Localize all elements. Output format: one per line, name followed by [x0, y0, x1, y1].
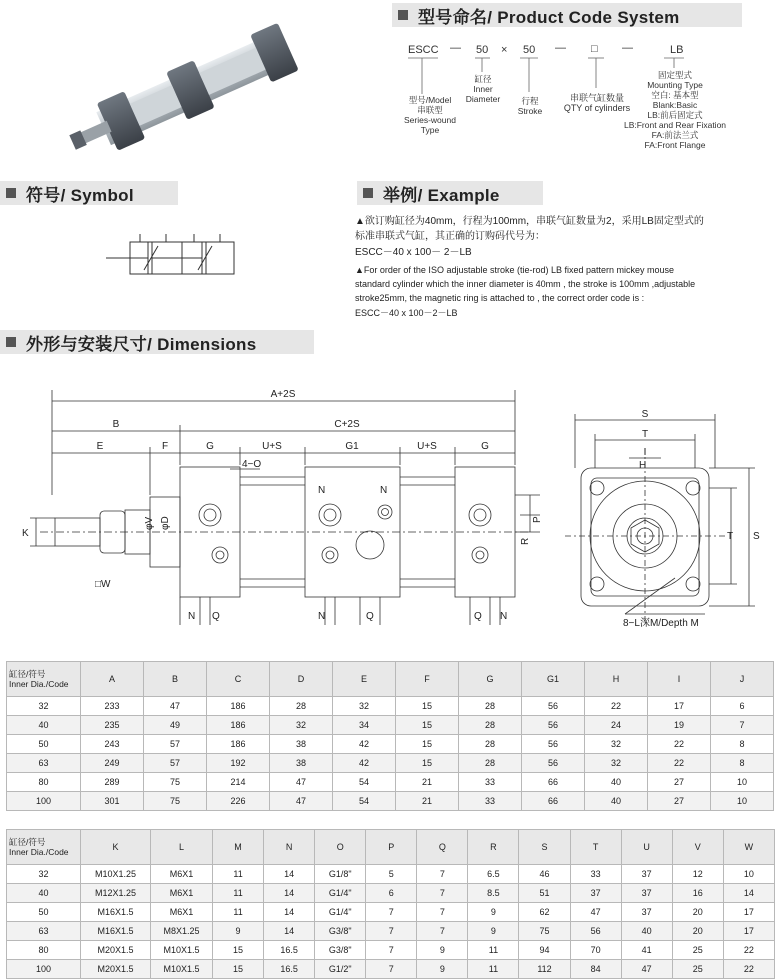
dim-label-c2s: C+2S — [334, 419, 360, 430]
table-cell: 47 — [621, 960, 672, 979]
table-row — [7, 792, 774, 811]
table-cell: 47 — [270, 773, 333, 792]
section-title: 外形与安装尺寸/ Dimensions — [26, 334, 257, 354]
table-cell: 28 — [459, 697, 522, 716]
table-cell: 22 — [648, 735, 711, 754]
dim-label-g: G — [481, 441, 489, 452]
table-row — [7, 903, 775, 922]
square-bullet-icon — [363, 188, 373, 198]
table-cell-bore: 32 — [7, 865, 81, 884]
dimension-table-1 — [6, 661, 774, 811]
table-header: B — [144, 662, 207, 697]
table-cell: 75 — [144, 773, 207, 792]
dim-label-us: U+S — [417, 441, 437, 452]
table-cell: 5 — [366, 865, 417, 884]
table-cell: G1/4" — [315, 884, 366, 903]
table-cell: 51 — [519, 884, 570, 903]
dim-label-n: N — [188, 611, 196, 622]
table-header: F — [396, 662, 459, 697]
table-cell: 42 — [333, 735, 396, 754]
table-cell: 14 — [264, 903, 315, 922]
dim-label-p: P — [532, 516, 543, 523]
table-cell: 66 — [522, 792, 585, 811]
dim-label-depth: 8−L深M/Depth M — [623, 618, 699, 629]
table-cell: 47 — [144, 697, 207, 716]
table-cell: 16 — [672, 884, 723, 903]
end-view-drawing — [555, 408, 780, 633]
table-cell: G1/2" — [315, 960, 366, 979]
dim-label-q: Q — [212, 611, 220, 622]
table-cell: 57 — [144, 754, 207, 773]
table-cell: 14 — [264, 884, 315, 903]
code-qty: □ — [591, 43, 598, 55]
table-row — [7, 735, 774, 754]
table-cell-bore: 80 — [7, 941, 81, 960]
table-cell: M10X1.25 — [81, 865, 151, 884]
table-cell: 22 — [585, 697, 648, 716]
table-header-bore: 缸径/符号 Inner Dia./Code — [7, 662, 81, 697]
table-cell: 7 — [417, 922, 468, 941]
dim-label-f: F — [161, 441, 169, 452]
table-row — [7, 716, 774, 735]
table-row — [7, 941, 775, 960]
table-cell-bore: 80 — [7, 773, 81, 792]
example-line: 标准串联式气缸，其正确的订购码代号为： — [355, 231, 545, 242]
note-bore: 缸径 Inner Diameter — [465, 74, 501, 104]
table-cell: 57 — [144, 735, 207, 754]
table-cell: 42 — [333, 754, 396, 773]
table-cell: M20X1.5 — [81, 960, 151, 979]
table-header: I — [648, 662, 711, 697]
table-cell: 25 — [672, 960, 723, 979]
table-cell: M16X1.5 — [81, 903, 151, 922]
table-header: S — [519, 830, 570, 865]
square-bullet-icon — [6, 337, 16, 347]
table-cell: M6X1 — [151, 903, 213, 922]
table-cell: 11 — [468, 960, 519, 979]
table-cell: 10 — [711, 792, 774, 811]
code-dash: — — [450, 42, 461, 54]
code-mount: LB — [670, 44, 684, 56]
dim-label-hole: 4−O — [242, 459, 262, 470]
table-cell: 15 — [213, 941, 264, 960]
table-row — [7, 922, 775, 941]
table-cell: 22 — [723, 960, 774, 979]
code-times: × — [501, 44, 508, 56]
table-cell: 11 — [468, 941, 519, 960]
dim-label-t: T — [727, 531, 734, 542]
table-cell: 9 — [468, 922, 519, 941]
table-header: H — [585, 662, 648, 697]
table-cell: 21 — [396, 773, 459, 792]
dim-label-w: □W — [95, 579, 111, 590]
code-bore: 50 — [476, 44, 489, 56]
example-line: stroke25mm, the magnetic ring is attached to , the correct order code is : — [355, 293, 645, 303]
table-cell: 24 — [585, 716, 648, 735]
table-cell: 32 — [270, 716, 333, 735]
table-header-bore: 缸径/符号 Inner Dia./Code — [7, 830, 81, 865]
note-model: 型号/Model 串联型 Series-wound Type — [404, 95, 456, 135]
table-cell: 289 — [81, 773, 144, 792]
cylinder-photo — [55, 18, 335, 158]
table-cell: 243 — [81, 735, 144, 754]
table-header: Q — [417, 830, 468, 865]
table-cell: 33 — [459, 792, 522, 811]
dim-label-q: Q — [474, 611, 482, 622]
table-cell: 15 — [396, 754, 459, 773]
example-line: ▲For order of the ISO adjustable stroke (tie-rod) LB fixed pattern mickey mouse — [355, 265, 675, 275]
table-cell-bore: 50 — [7, 903, 81, 922]
table-cell: 32 — [585, 735, 648, 754]
table-cell: 7 — [366, 941, 417, 960]
section-title: 举例/ Example — [383, 185, 500, 205]
dim-label-r: R — [520, 537, 531, 545]
dim-label-e: E — [96, 441, 104, 452]
table-header: A — [81, 662, 144, 697]
table-cell: 70 — [570, 941, 621, 960]
dim-label-i: I — [643, 447, 647, 458]
table-cell: 75 — [144, 792, 207, 811]
table-cell: 8 — [711, 735, 774, 754]
table-cell: 16.5 — [264, 941, 315, 960]
pneumatic-symbol — [100, 228, 250, 288]
table-header: N — [264, 830, 315, 865]
dim-label-us: U+S — [262, 441, 282, 452]
table-cell: 54 — [333, 792, 396, 811]
table-header: O — [315, 830, 366, 865]
dim-label-d: φD — [160, 516, 171, 530]
table-cell: G1/4" — [315, 903, 366, 922]
table-cell: 38 — [270, 754, 333, 773]
table-cell-bore: 32 — [7, 697, 81, 716]
table-cell: 34 — [333, 716, 396, 735]
table-cell: 11 — [213, 884, 264, 903]
table-header: D — [270, 662, 333, 697]
table-header: J — [711, 662, 774, 697]
section-header-dimensions — [0, 330, 314, 354]
table-cell: 46 — [519, 865, 570, 884]
table-header: M — [213, 830, 264, 865]
table-cell: 233 — [81, 697, 144, 716]
table-cell: 235 — [81, 716, 144, 735]
dim-label-v: φV — [144, 516, 155, 530]
table-cell: 192 — [207, 754, 270, 773]
table-cell: 7 — [417, 903, 468, 922]
table-cell: 56 — [522, 754, 585, 773]
table-cell: 15 — [396, 716, 459, 735]
dim-label-t: T — [641, 429, 649, 440]
table-cell: M12X1.25 — [81, 884, 151, 903]
table-cell: 9 — [468, 903, 519, 922]
table-cell-bore: 50 — [7, 735, 81, 754]
table-cell: 75 — [519, 922, 570, 941]
table-cell: 19 — [648, 716, 711, 735]
table-row — [7, 884, 775, 903]
note-mount: 固定型式 Mounting Type 空白: 基本型 Blank:Basic LB:前后固定式 LB:Front and Rear Fixation FA:前法兰式 FA:Front Flange — [623, 70, 727, 150]
table-cell: 27 — [648, 773, 711, 792]
table-cell: M8X1.25 — [151, 922, 213, 941]
table-cell: 226 — [207, 792, 270, 811]
table-cell: 7 — [366, 922, 417, 941]
table-cell: 14 — [264, 865, 315, 884]
table-cell: 47 — [570, 903, 621, 922]
table-cell: M10X1.5 — [151, 941, 213, 960]
dimension-table-2 — [6, 829, 775, 979]
table-cell: 12 — [672, 865, 723, 884]
table-cell-bore: 100 — [7, 792, 81, 811]
table-cell: 17 — [723, 903, 774, 922]
table-cell: 7 — [417, 865, 468, 884]
table-cell: 28 — [459, 754, 522, 773]
dim-label-b: B — [112, 419, 120, 430]
table-cell-bore: 40 — [7, 884, 81, 903]
table-cell: M6X1 — [151, 884, 213, 903]
table-cell: 32 — [333, 697, 396, 716]
table-cell: 56 — [570, 922, 621, 941]
table-cell: 6 — [711, 697, 774, 716]
table-cell: 7 — [366, 960, 417, 979]
note-stroke: 行程 Stroke — [517, 96, 543, 116]
square-bullet-icon — [398, 10, 408, 20]
table-cell: 33 — [459, 773, 522, 792]
table-cell: 25 — [672, 941, 723, 960]
table-header: E — [333, 662, 396, 697]
table-cell: 8.5 — [468, 884, 519, 903]
dim-label-k: K — [22, 528, 29, 539]
table-header: C — [207, 662, 270, 697]
table-cell: 84 — [570, 960, 621, 979]
table-cell: 17 — [648, 697, 711, 716]
table-cell: 40 — [621, 922, 672, 941]
dim-label-s: S — [641, 409, 649, 420]
table-cell-bore: 100 — [7, 960, 81, 979]
square-bullet-icon — [6, 188, 16, 198]
table-cell: 22 — [723, 941, 774, 960]
table-cell: 10 — [711, 773, 774, 792]
table-cell: G3/8" — [315, 922, 366, 941]
table-row — [7, 773, 774, 792]
code-series: ESCC — [408, 44, 439, 56]
table-cell: 38 — [270, 735, 333, 754]
table-header: U — [621, 830, 672, 865]
example-line: ESCC－40 x 100－2－LB — [355, 308, 458, 318]
table-cell: 32 — [585, 754, 648, 773]
dim-label-n: N — [318, 611, 326, 622]
table-cell: 56 — [522, 735, 585, 754]
table-cell: 14 — [264, 922, 315, 941]
table-cell-bore: 63 — [7, 922, 81, 941]
table-cell: M16X1.5 — [81, 922, 151, 941]
table-cell: 14 — [723, 884, 774, 903]
dim-label-q: Q — [366, 611, 374, 622]
table-cell: 28 — [459, 735, 522, 754]
dim-label-h: H — [639, 460, 647, 471]
table-cell: G3/8" — [315, 941, 366, 960]
example-line: ESCC－40 x 100－ 2－LB — [355, 247, 472, 258]
table-cell: 16.5 — [264, 960, 315, 979]
table-cell: 27 — [648, 792, 711, 811]
table-cell: M20X1.5 — [81, 941, 151, 960]
section-title: 型号命名/ Product Code System — [418, 7, 680, 27]
table-header: L — [151, 830, 213, 865]
table-cell: 186 — [207, 697, 270, 716]
table-cell: 15 — [396, 735, 459, 754]
table-header: W — [723, 830, 774, 865]
example-line: ▲欲订购缸径为40mm，行程为100mm，串联气缸数量为2，采用LB固定型式的 — [355, 216, 704, 227]
section-title: 符号/ Symbol — [26, 185, 134, 205]
table-cell: 37 — [570, 884, 621, 903]
table-cell: 49 — [144, 716, 207, 735]
section-header-product-code — [392, 3, 742, 27]
dim-label-n: N — [318, 485, 326, 496]
table-cell: 40 — [585, 773, 648, 792]
side-view-drawing — [0, 385, 545, 635]
table-row — [7, 960, 775, 979]
table-cell: 37 — [621, 865, 672, 884]
table-cell: 9 — [213, 922, 264, 941]
table-cell: 112 — [519, 960, 570, 979]
table-cell: 66 — [522, 773, 585, 792]
table-cell: 7 — [366, 903, 417, 922]
table-cell: 28 — [459, 716, 522, 735]
table-cell: 11 — [213, 903, 264, 922]
table-cell: 21 — [396, 792, 459, 811]
table-cell: 41 — [621, 941, 672, 960]
table-cell-bore: 40 — [7, 716, 81, 735]
table-cell: M10X1.5 — [151, 960, 213, 979]
table-header: K — [81, 830, 151, 865]
table-cell: 7 — [417, 884, 468, 903]
table-cell: 6 — [366, 884, 417, 903]
table-header: T — [570, 830, 621, 865]
dim-label-g: G — [206, 441, 214, 452]
table-cell: 56 — [522, 697, 585, 716]
table-cell: G1/8" — [315, 865, 366, 884]
table-cell: 22 — [648, 754, 711, 773]
table-cell: 6.5 — [468, 865, 519, 884]
table-row — [7, 697, 774, 716]
table-cell: 9 — [417, 941, 468, 960]
section-header-symbol — [0, 181, 178, 205]
table-cell: 40 — [585, 792, 648, 811]
table-cell: 56 — [522, 716, 585, 735]
table-header: V — [672, 830, 723, 865]
table-cell: 9 — [417, 960, 468, 979]
table-header: G1 — [522, 662, 585, 697]
table-cell: 11 — [213, 865, 264, 884]
table-cell: 15 — [396, 697, 459, 716]
example-line: standard cylinder which the inner diameter is 40mm , the stroke is 100mm ,adjustable — [355, 279, 696, 289]
dim-label-n: N — [380, 485, 388, 496]
table-cell: 17 — [723, 922, 774, 941]
table-header: P — [366, 830, 417, 865]
table-cell: 20 — [672, 922, 723, 941]
table-cell: 186 — [207, 735, 270, 754]
table-cell: 301 — [81, 792, 144, 811]
table-header: R — [468, 830, 519, 865]
table-cell: 47 — [270, 792, 333, 811]
table-cell: 28 — [270, 697, 333, 716]
table-cell: 37 — [621, 884, 672, 903]
table-row — [7, 754, 774, 773]
table-cell: 15 — [213, 960, 264, 979]
table-cell: 8 — [711, 754, 774, 773]
table-cell-bore: 63 — [7, 754, 81, 773]
dim-label-s: S — [753, 531, 760, 542]
table-cell: 7 — [711, 716, 774, 735]
section-header-example — [357, 181, 543, 205]
table-cell: M6X1 — [151, 865, 213, 884]
table-cell: 20 — [672, 903, 723, 922]
table-cell: 214 — [207, 773, 270, 792]
table-cell: 54 — [333, 773, 396, 792]
dim-label-a2s: A+2S — [270, 389, 296, 400]
table-cell: 62 — [519, 903, 570, 922]
table-header: G — [459, 662, 522, 697]
note-qty: 串联气缸数量 QTY of cylinders — [563, 93, 631, 113]
table-cell: 10 — [723, 865, 774, 884]
dim-label-g1: G1 — [345, 441, 359, 452]
code-stroke: 50 — [523, 44, 536, 56]
table-row — [7, 865, 775, 884]
code-dash: — — [555, 42, 566, 54]
table-cell: 33 — [570, 865, 621, 884]
table-cell: 94 — [519, 941, 570, 960]
dim-label-n: N — [500, 611, 508, 622]
code-dash: — — [622, 42, 633, 54]
table-cell: 37 — [621, 903, 672, 922]
table-cell: 249 — [81, 754, 144, 773]
table-cell: 186 — [207, 716, 270, 735]
